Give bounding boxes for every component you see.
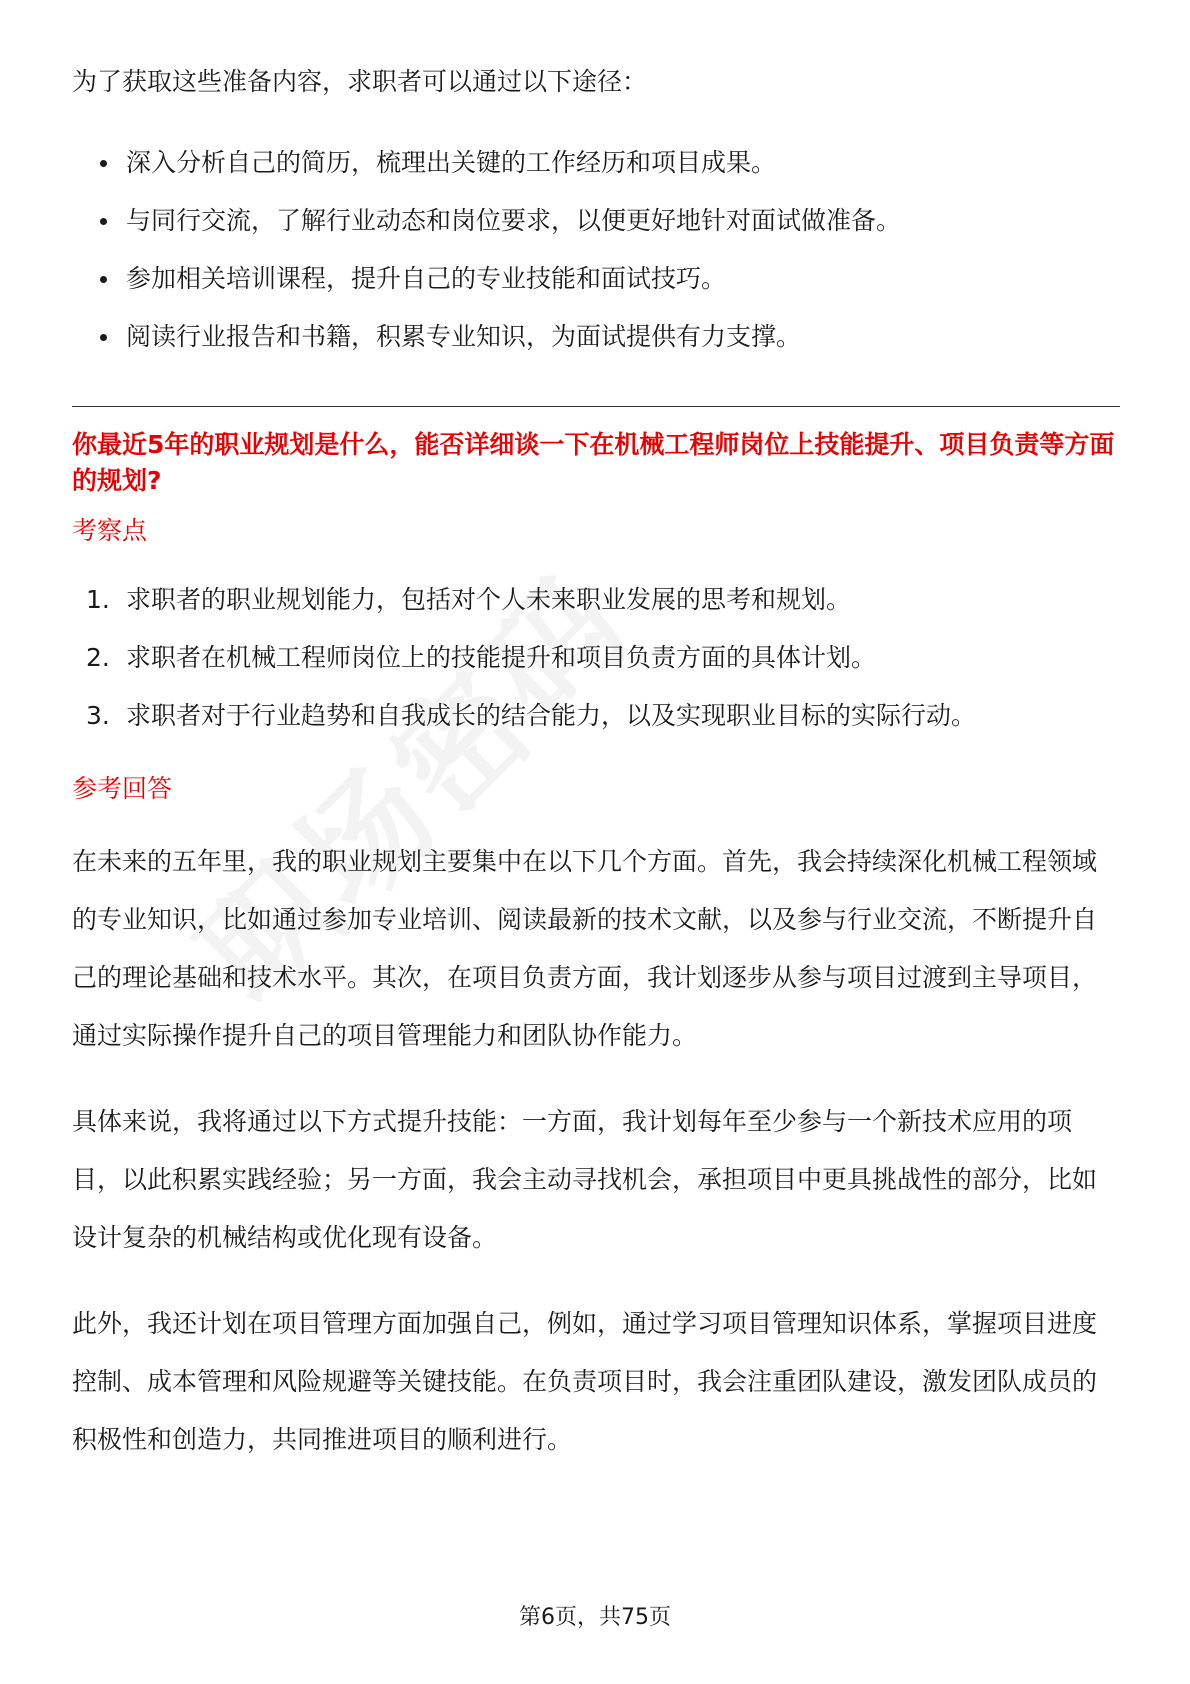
- bullet-list: [72, 134, 1120, 366]
- list-item: 深入分析自己的简历，梳理出关键的工作经历和项目成果。: [72, 134, 1120, 192]
- answer-paragraph: 具体来说，我将通过以下方式提升技能：一方面，我计划每年至少参与一个新技术应用的项目，以此积累实践经验；另一方面，我会主动寻找机会，承担项目中更具挑战性的部分，比如设计复杂的机械结构或优化现有设备。: [72, 1107, 1098, 1252]
- intro-text: 为了获取这些准备内容，求职者可以通过以下途径：: [72, 67, 648, 96]
- page-number: 第6页，共75页: [519, 1605, 671, 1630]
- answer-paragraph: 在未来的五年里，我的职业规划主要集中在以下几个方面。首先，我会持续深化机械工程领域的专业知识，比如通过参加专业培训、阅读最新的技术文献，以及参与行业交流，不断提升自己的理论基础和技术水平。其次，在项目负责方面，我计划逐步从参与项目过渡到主导项目，通过实际操作提升自己的项目管理能力和团队协作能力。: [72, 847, 1098, 1050]
- list-number: 2.: [86, 643, 110, 672]
- section-label-reference-answer: 参考回答: [72, 774, 173, 803]
- list-number: 1.: [86, 585, 110, 614]
- question-heading: 你最近5年的职业规划是什么，能否详细谈一下在机械工程师岗位上技能提升、项目负责等方面的规划?: [72, 430, 1115, 495]
- list-item: [72, 571, 1120, 629]
- list-item: 参加相关培训课程，提升自己的专业技能和面试技巧。: [72, 250, 1120, 308]
- list-item-text: 求职者的职业规划能力，包括对个人未来职业发展的思考和规划。: [126, 585, 852, 614]
- assessment-list: [72, 571, 1120, 745]
- list-item: [72, 687, 1120, 745]
- answer-body: [72, 833, 1120, 1469]
- list-item: [72, 629, 1120, 687]
- page-content: [72, 58, 1120, 1469]
- list-item: 与同行交流，了解行业动态和岗位要求，以便更好地针对面试做准备。: [72, 192, 1120, 250]
- divider: [72, 406, 1120, 407]
- answer-paragraph: 此外，我还计划在项目管理方面加强自己，例如，通过学习项目管理知识体系，掌握项目进度控制、成本管理和风险规避等关键技能。在负责项目时，我会注重团队建设，激发团队成员的积极性和创造力，共同推进项目的顺利进行。: [72, 1309, 1098, 1454]
- section-label-assessment: 考察点: [72, 516, 148, 545]
- list-number: 3.: [86, 701, 110, 730]
- list-item: 阅读行业报告和书籍，积累专业知识，为面试提供有力支撑。: [72, 308, 1120, 366]
- list-item-text: 求职者在机械工程师岗位上的技能提升和项目负责方面的具体计划。: [126, 643, 877, 672]
- list-item-text: 求职者对于行业趋势和自我成长的结合能力，以及实现职业目标的实际行动。: [126, 701, 977, 730]
